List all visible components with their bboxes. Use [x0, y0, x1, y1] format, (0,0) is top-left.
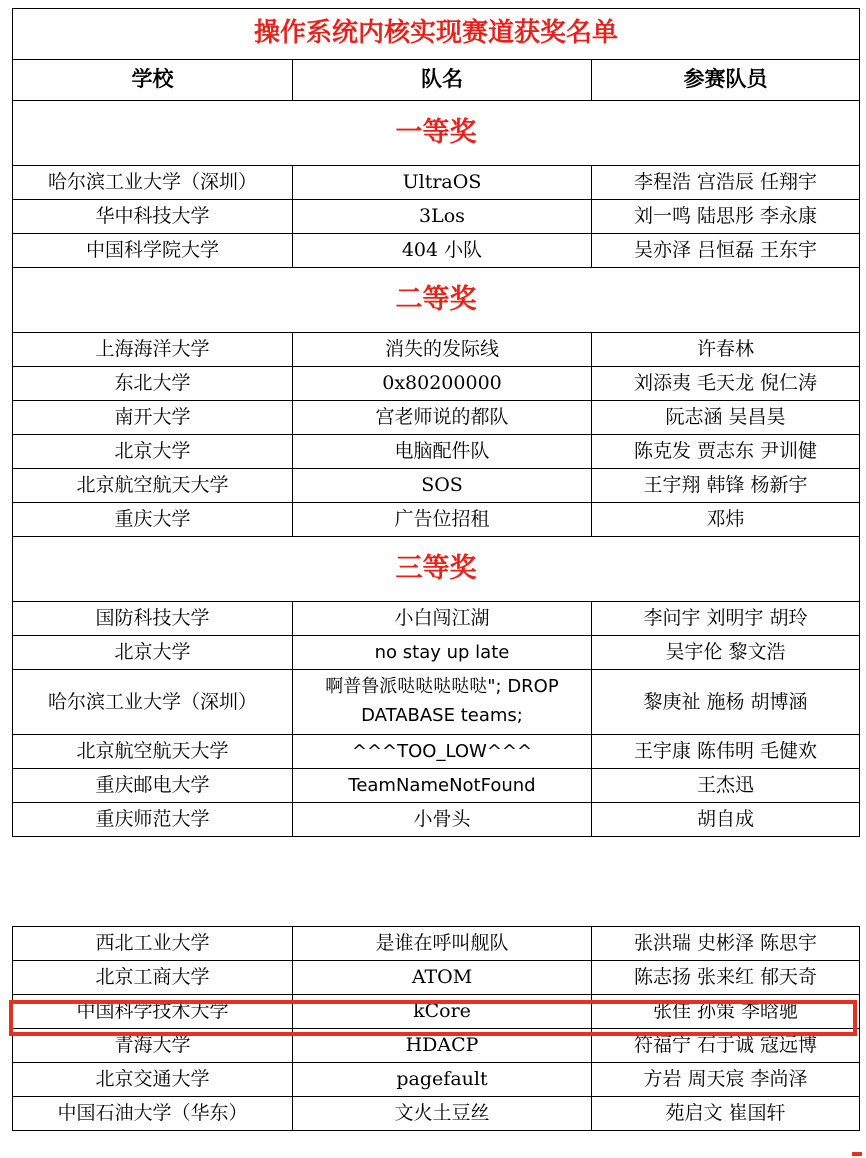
table-row — [13, 367, 860, 401]
team-name-line: 啊普鲁派哒哒哒哒哒"; DROP — [325, 676, 559, 698]
team-cell: TeamNameNotFound — [292, 769, 591, 803]
award-list-table-continued — [12, 926, 860, 1131]
team-cell: HDACP — [292, 1029, 591, 1063]
table-row — [13, 1063, 860, 1097]
school-cell: 西北工业大学 — [13, 927, 293, 961]
table-row — [13, 602, 860, 636]
team-cell: 文火土豆丝 — [292, 1097, 591, 1131]
team-cell: 小白闯江湖 — [292, 602, 591, 636]
table-row — [13, 670, 860, 735]
team-cell: 广告位招租 — [292, 503, 591, 537]
header-team: 队名 — [292, 60, 591, 101]
members-cell: 苑启文 崔国轩 — [592, 1097, 860, 1131]
corner-mark — [852, 1152, 862, 1156]
school-cell: 上海海洋大学 — [13, 333, 293, 367]
school-cell: 中国科学技术大学 — [13, 995, 293, 1029]
school-cell: 重庆大学 — [13, 503, 293, 537]
members-cell: 王宇康 陈伟明 毛健欢 — [592, 735, 860, 769]
team-cell: ATOM — [292, 961, 591, 995]
school-cell: 重庆邮电大学 — [13, 769, 293, 803]
prize-row-second — [13, 268, 860, 333]
members-cell: 王杰迅 — [592, 769, 860, 803]
team-cell: 是谁在呼叫舰队 — [292, 927, 591, 961]
table-row — [13, 234, 860, 268]
table-row — [13, 636, 860, 670]
team-cell: 404 小队 — [292, 234, 591, 268]
header-members: 参赛队员 — [592, 60, 860, 101]
members-cell: 黎庚祉 施杨 胡博涵 — [592, 670, 860, 735]
team-cell: 消失的发际线 — [292, 333, 591, 367]
header-school: 学校 — [13, 60, 293, 101]
school-cell: 中国科学院大学 — [13, 234, 293, 268]
school-cell: 哈尔滨工业大学（深圳） — [13, 166, 293, 200]
school-cell: 北京工商大学 — [13, 961, 293, 995]
table-row — [13, 1097, 860, 1131]
table-row — [13, 961, 860, 995]
school-cell: 华中科技大学 — [13, 200, 293, 234]
table-row — [13, 333, 860, 367]
prize-heading-second: 二等奖 — [13, 268, 860, 333]
members-cell: 吴亦泽 吕恒磊 王东宇 — [592, 234, 860, 268]
table-row — [13, 927, 860, 961]
school-cell: 北京航空航天大学 — [13, 469, 293, 503]
school-cell: 南开大学 — [13, 401, 293, 435]
team-name-line: DATABASE teams; — [361, 705, 523, 726]
table-row — [13, 735, 860, 769]
members-cell: 陈克发 贾志东 尹训健 — [592, 435, 860, 469]
members-cell: 胡自成 — [592, 803, 860, 837]
members-cell: 刘添夷 毛天龙 倪仁涛 — [592, 367, 860, 401]
members-cell: 陈志扬 张来红 郁天奇 — [592, 961, 860, 995]
award-list-table — [12, 8, 860, 837]
table-row — [13, 469, 860, 503]
team-cell: 3Los — [292, 200, 591, 234]
team-cell: 小骨头 — [292, 803, 591, 837]
members-cell: 方岩 周天宸 李尚泽 — [592, 1063, 860, 1097]
school-cell: 青海大学 — [13, 1029, 293, 1063]
prize-heading-third: 三等奖 — [13, 537, 860, 602]
team-cell: ^^^TOO_LOW^^^ — [292, 735, 591, 769]
school-cell: 北京大学 — [13, 435, 293, 469]
team-cell — [292, 670, 591, 735]
team-cell: no stay up late — [292, 636, 591, 670]
table-row — [13, 1029, 860, 1063]
team-cell: UltraOS — [292, 166, 591, 200]
page-title: 操作系统内核实现赛道获奖名单 — [13, 9, 860, 60]
school-cell: 东北大学 — [13, 367, 293, 401]
team-cell: 宫老师说的都队 — [292, 401, 591, 435]
team-cell: 0x80200000 — [292, 367, 591, 401]
members-cell: 张洪瑞 史彬泽 陈思宇 — [592, 927, 860, 961]
members-cell: 李问宇 刘明宇 胡玲 — [592, 602, 860, 636]
members-cell: 吴宇伦 黎文浩 — [592, 636, 860, 670]
title-row — [13, 9, 860, 60]
prize-row-third — [13, 537, 860, 602]
members-cell: 刘一鸣 陆思彤 李永康 — [592, 200, 860, 234]
members-cell: 许春林 — [592, 333, 860, 367]
table-row — [13, 769, 860, 803]
school-cell: 哈尔滨工业大学（深圳） — [13, 670, 293, 735]
team-cell: SOS — [292, 469, 591, 503]
prize-row-first — [13, 101, 860, 166]
team-cell: kCore — [292, 995, 591, 1029]
header-row — [13, 60, 860, 101]
members-cell: 邓炜 — [592, 503, 860, 537]
table-row — [13, 803, 860, 837]
members-cell: 符福宁 石于诚 寇远博 — [592, 1029, 860, 1063]
members-cell: 阮志涵 吴昌昊 — [592, 401, 860, 435]
members-cell: 王宇翔 韩锋 杨新宇 — [592, 469, 860, 503]
school-cell: 中国石油大学（华东） — [13, 1097, 293, 1131]
team-cell: pagefault — [292, 1063, 591, 1097]
table-row — [13, 166, 860, 200]
table-row — [13, 435, 860, 469]
members-cell: 张佳 孙策 李晗驰 — [592, 995, 860, 1029]
school-cell: 重庆师范大学 — [13, 803, 293, 837]
school-cell: 北京交通大学 — [13, 1063, 293, 1097]
prize-heading-first: 一等奖 — [13, 101, 860, 166]
table-row-highlighted — [13, 995, 860, 1029]
members-cell: 李程浩 宫浩辰 任翔宇 — [592, 166, 860, 200]
table-row — [13, 503, 860, 537]
school-cell: 北京航空航天大学 — [13, 735, 293, 769]
school-cell: 国防科技大学 — [13, 602, 293, 636]
table-row — [13, 401, 860, 435]
team-cell: 电脑配件队 — [292, 435, 591, 469]
school-cell: 北京大学 — [13, 636, 293, 670]
table-row — [13, 200, 860, 234]
